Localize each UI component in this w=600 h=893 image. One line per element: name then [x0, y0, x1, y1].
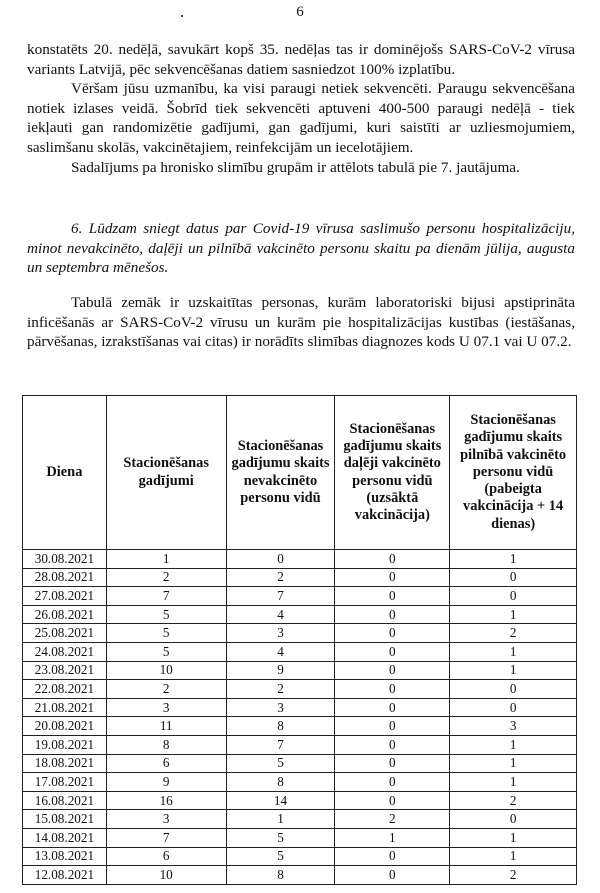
- cell-date: 12.08.2021: [23, 866, 107, 885]
- cell-total: 3: [106, 810, 226, 829]
- cell-unvaccinated: 8: [226, 866, 335, 885]
- cell-date: 25.08.2021: [23, 624, 107, 643]
- cell-partial: 0: [335, 680, 450, 699]
- cell-full: 2: [450, 866, 577, 885]
- cell-total: 7: [106, 587, 226, 606]
- table-row: [23, 642, 577, 661]
- cell-partial: 1: [335, 828, 450, 847]
- cell-total: 6: [106, 754, 226, 773]
- cell-unvaccinated: 2: [226, 680, 335, 699]
- cell-full: 1: [450, 642, 577, 661]
- cell-partial: 0: [335, 735, 450, 754]
- table-row: [23, 810, 577, 829]
- cell-date: 23.08.2021: [23, 661, 107, 680]
- cell-unvaccinated: 0: [226, 550, 335, 569]
- header-fully-vaccinated: Stacionēšanas gadījumu skaits pilnībā vakcinēto personu vidū (pabeigta vakcinācija + 14 dienas): [450, 396, 577, 550]
- cell-unvaccinated: 5: [226, 847, 335, 866]
- cell-date: 13.08.2021: [23, 847, 107, 866]
- cell-partial: 0: [335, 624, 450, 643]
- cell-full: 1: [450, 735, 577, 754]
- header-unvaccinated: Stacionēšanas gadījumu skaits nevakcinēto personu vidū: [226, 396, 335, 550]
- cell-full: 0: [450, 587, 577, 606]
- cell-full: 1: [450, 773, 577, 792]
- cell-date: 21.08.2021: [23, 698, 107, 717]
- body-text-top: [27, 40, 575, 177]
- cell-date: 24.08.2021: [23, 642, 107, 661]
- cell-date: 20.08.2021: [23, 717, 107, 736]
- cell-partial: 0: [335, 550, 450, 569]
- page-number: 6: [296, 4, 304, 20]
- paragraph-sequencing-note: Vēršam jūsu uzmanību, ka visi paraugi netiek sekvencēti. Paraugu sekvencēšana notiek izlases veidā. Šobrīd tiek sekvencēti aptuveni 400-500 paraugi nedēļā - tiek iekļauti gan randomizētie gadījumi, gan gadījumi, kuri saistīti ar uzliesmojumiem, saslimšanu skolās, vakcinētajiem, reinfekcijām un iecelotājiem.: [27, 80, 575, 156]
- cell-unvaccinated: 8: [226, 773, 335, 792]
- cell-total: 2: [106, 568, 226, 587]
- question-6-text: 6. Lūdzam sniegt datus par Covid-19 vīrusa saslimušo personu hospitalizāciju, minot nevakcinēto, daļēji un pilnībā vakcinēto personu skaitu pa dienām jūlija, augusta un septembra mēnešos.: [27, 220, 575, 277]
- cell-partial: 0: [335, 754, 450, 773]
- cell-partial: 0: [335, 773, 450, 792]
- table-row: [23, 773, 577, 792]
- cell-partial: 0: [335, 661, 450, 680]
- paragraph-chronic-disease-reference: Sadalījums pa hronisko slimību grupām ir attēlots tabulā pie 7. jautājuma.: [71, 158, 520, 176]
- cell-full: 0: [450, 680, 577, 699]
- cell-partial: 0: [335, 642, 450, 661]
- cell-unvaccinated: 3: [226, 698, 335, 717]
- table-row: [23, 791, 577, 810]
- cell-unvaccinated: 9: [226, 661, 335, 680]
- table-row: [23, 717, 577, 736]
- cell-partial: 0: [335, 605, 450, 624]
- cell-unvaccinated: 4: [226, 642, 335, 661]
- cell-total: 5: [106, 642, 226, 661]
- table-row: [23, 605, 577, 624]
- header-total-cases: Stacionēšanas gadījumi: [106, 396, 226, 550]
- table-row: [23, 568, 577, 587]
- cell-partial: 0: [335, 847, 450, 866]
- table-row: [23, 847, 577, 866]
- cell-total: 3: [106, 698, 226, 717]
- cell-total: 10: [106, 866, 226, 885]
- cell-date: 16.08.2021: [23, 791, 107, 810]
- cell-full: 0: [450, 568, 577, 587]
- cell-partial: 0: [335, 717, 450, 736]
- cell-full: 1: [450, 847, 577, 866]
- table-row: [23, 680, 577, 699]
- cell-date: 19.08.2021: [23, 735, 107, 754]
- scan-speck: [181, 15, 183, 17]
- cell-unvaccinated: 2: [226, 568, 335, 587]
- cell-date: 15.08.2021: [23, 810, 107, 829]
- cell-total: 8: [106, 735, 226, 754]
- cell-partial: 0: [335, 698, 450, 717]
- cell-full: 1: [450, 754, 577, 773]
- paragraph-variant-dominance: konstatēts 20. nedēļā, savukārt kopš 35. nedēļas tas ir dominējošs SARS-CoV-2 vīrusa variants Latvijā, pēc sekvencēšanas datiem sasniedzot 100% izplatību.: [27, 41, 575, 78]
- cell-total: 16: [106, 791, 226, 810]
- cell-total: 6: [106, 847, 226, 866]
- table-row: [23, 624, 577, 643]
- cell-date: 14.08.2021: [23, 828, 107, 847]
- cell-full: 0: [450, 698, 577, 717]
- table-body: [23, 550, 577, 885]
- cell-unvaccinated: 14: [226, 791, 335, 810]
- cell-partial: 0: [335, 866, 450, 885]
- table-row: [23, 754, 577, 773]
- cell-full: 1: [450, 661, 577, 680]
- table-row: [23, 866, 577, 885]
- hospitalization-table: [22, 395, 577, 885]
- cell-full: 1: [450, 550, 577, 569]
- cell-total: 7: [106, 828, 226, 847]
- table-row: [23, 735, 577, 754]
- cell-partial: 0: [335, 791, 450, 810]
- cell-total: 5: [106, 605, 226, 624]
- cell-full: 1: [450, 828, 577, 847]
- cell-full: 2: [450, 791, 577, 810]
- table-intro-block: [27, 293, 575, 352]
- cell-full: 2: [450, 624, 577, 643]
- table-header-row: [23, 396, 577, 550]
- cell-unvaccinated: 1: [226, 810, 335, 829]
- cell-full: 3: [450, 717, 577, 736]
- cell-unvaccinated: 3: [226, 624, 335, 643]
- table-row: [23, 550, 577, 569]
- cell-date: 18.08.2021: [23, 754, 107, 773]
- cell-date: 26.08.2021: [23, 605, 107, 624]
- cell-total: 11: [106, 717, 226, 736]
- cell-full: 0: [450, 810, 577, 829]
- header-partially-vaccinated: Stacionēšanas gadījumu skaits daļēji vakcinēto personu vidū (uzsāktā vakcinācija): [335, 396, 450, 550]
- question-block: [27, 219, 575, 278]
- cell-total: 1: [106, 550, 226, 569]
- cell-partial: 0: [335, 587, 450, 606]
- table-row: [23, 828, 577, 847]
- header-date: Diena: [23, 396, 107, 550]
- cell-total: 9: [106, 773, 226, 792]
- cell-total: 2: [106, 680, 226, 699]
- table-row: [23, 698, 577, 717]
- cell-date: 30.08.2021: [23, 550, 107, 569]
- cell-unvaccinated: 5: [226, 828, 335, 847]
- cell-date: 27.08.2021: [23, 587, 107, 606]
- cell-date: 17.08.2021: [23, 773, 107, 792]
- cell-unvaccinated: 5: [226, 754, 335, 773]
- table-row: [23, 587, 577, 606]
- table-row: [23, 661, 577, 680]
- table-intro-text: Tabulā zemāk ir uzskaitītas personas, kurām laboratoriski bijusi apstiprināta inficēšanās ar SARS-CoV-2 vīrusu un kurām pie hospitalizācijas kustības (iestāšanas, pārvēšanas, izrakstīšanas vai citas) ir norādīts slimības diagnozes kods U 07.1 vai U 07.2.: [27, 294, 575, 351]
- cell-unvaccinated: 7: [226, 587, 335, 606]
- cell-total: 5: [106, 624, 226, 643]
- cell-date: 22.08.2021: [23, 680, 107, 699]
- cell-full: 1: [450, 605, 577, 624]
- cell-total: 10: [106, 661, 226, 680]
- cell-unvaccinated: 4: [226, 605, 335, 624]
- cell-unvaccinated: 7: [226, 735, 335, 754]
- cell-unvaccinated: 8: [226, 717, 335, 736]
- cell-partial: 2: [335, 810, 450, 829]
- cell-partial: 0: [335, 568, 450, 587]
- cell-date: 28.08.2021: [23, 568, 107, 587]
